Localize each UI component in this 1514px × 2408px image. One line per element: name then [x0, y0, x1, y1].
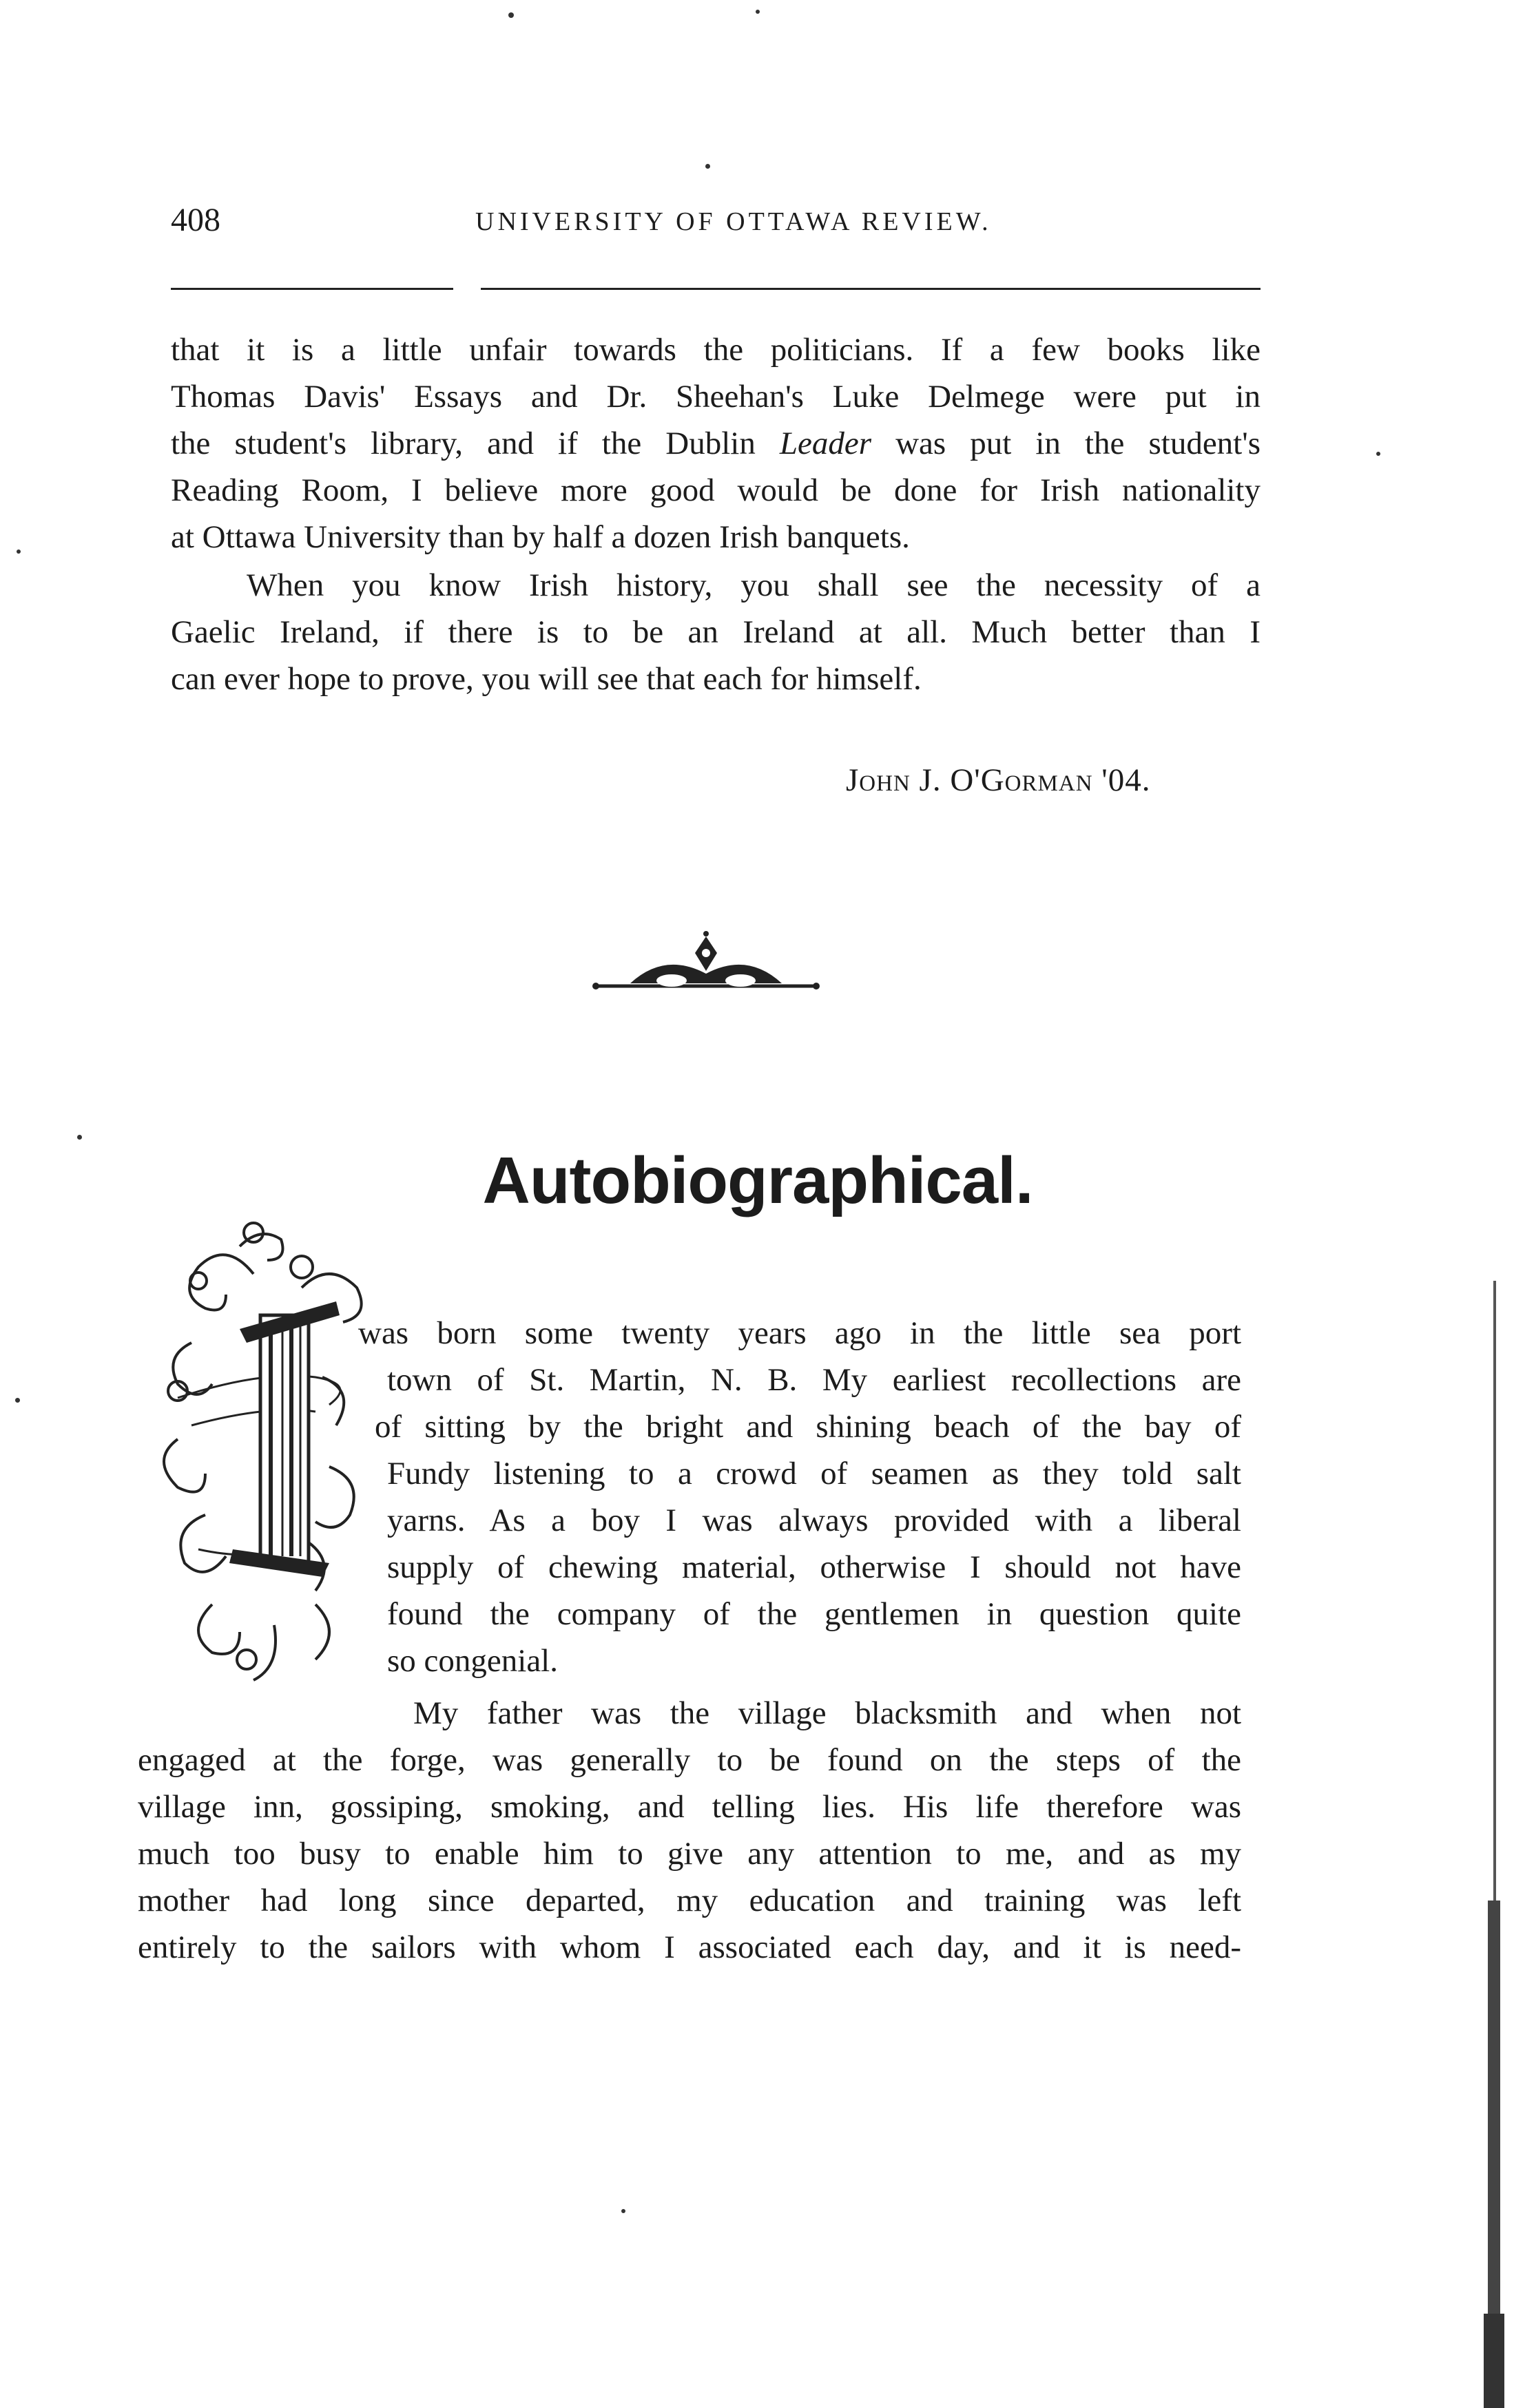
- text-line: so congenial.: [387, 1643, 558, 1679]
- text-line: Thomas Davis' Essays and Dr. Sheehan's Luke Delmege were put in: [171, 379, 1261, 415]
- running-title: UNIVERSITY OF OTTAWA REVIEW.: [475, 207, 992, 236]
- text-line: was born some twenty years ago in the little sea port: [358, 1315, 1241, 1351]
- continuation-paragraph-1: [171, 326, 1261, 561]
- print-speck: [621, 2209, 625, 2213]
- text-line: much too busy to enable him to give any attention to me, and as my: [138, 1836, 1241, 1872]
- ornament-divider: [589, 931, 823, 1000]
- print-speck: [1376, 452, 1380, 456]
- text-line: entirely to the sailors with whom I associated each day, and it is need-: [138, 1929, 1241, 1965]
- article-paragraph-1: [358, 1310, 1241, 1684]
- text-line: at Ottawa University than by half a dozen Irish banquets.: [171, 519, 910, 555]
- scan-edge-artifact: [1481, 1281, 1510, 2408]
- text-line: can ever hope to prove, you will see that each for himself.: [171, 661, 922, 697]
- text-line: Gaelic Ireland, if there is to be an Ireland at all. Much better than I: [171, 614, 1261, 650]
- text-line: found the company of the gentlemen in question quite: [387, 1596, 1241, 1632]
- author-signature: John J. O'Gorman '04.: [846, 762, 1151, 798]
- article-title: Autobiographical.: [482, 1144, 1033, 1217]
- ornamental-initial: [150, 1219, 377, 1701]
- article-paragraph-2: [138, 1690, 1241, 1971]
- text-line: town of St. Martin, N. B. My earliest recollections are: [387, 1362, 1241, 1398]
- text-line: the student's library, and if the Dublin Leader was put in the student's: [171, 426, 1261, 461]
- page-number: 408: [171, 202, 220, 238]
- continuation-paragraph-2: [171, 562, 1261, 702]
- text-line: that it is a little unfair towards the politicians. If a few books like: [171, 332, 1261, 368]
- text-line: supply of chewing material, otherwise I should not have: [387, 1549, 1241, 1585]
- text-line: yarns. As a boy I was always provided with a liberal: [387, 1503, 1241, 1538]
- header-rule-left: [171, 288, 453, 290]
- text-line: When you know Irish history, you shall see the necessity of a: [247, 567, 1261, 603]
- text-line: My father was the village blacksmith and when not: [413, 1695, 1241, 1731]
- text-line: Fundy listening to a crowd of seamen as they told salt: [387, 1456, 1241, 1491]
- print-speck: [508, 12, 514, 18]
- publication-title: Leader: [779, 426, 872, 461]
- text-line: mother had long since departed, my education and training was left: [138, 1883, 1241, 1918]
- print-speck: [17, 549, 21, 554]
- text-line: of sitting by the bright and shining beach of the bay of: [375, 1409, 1241, 1445]
- print-speck: [77, 1135, 82, 1140]
- text-line: village inn, gossiping, smoking, and telling lies. His life therefore was: [138, 1789, 1241, 1825]
- text-line: engaged at the forge, was generally to be found on the steps of the: [138, 1742, 1241, 1778]
- header-rule-right: [481, 288, 1261, 290]
- text-line: Reading Room, I believe more good would be done for Irish nationality: [171, 472, 1261, 508]
- print-speck: [15, 1398, 20, 1403]
- print-speck: [756, 10, 760, 14]
- print-speck: [705, 164, 710, 169]
